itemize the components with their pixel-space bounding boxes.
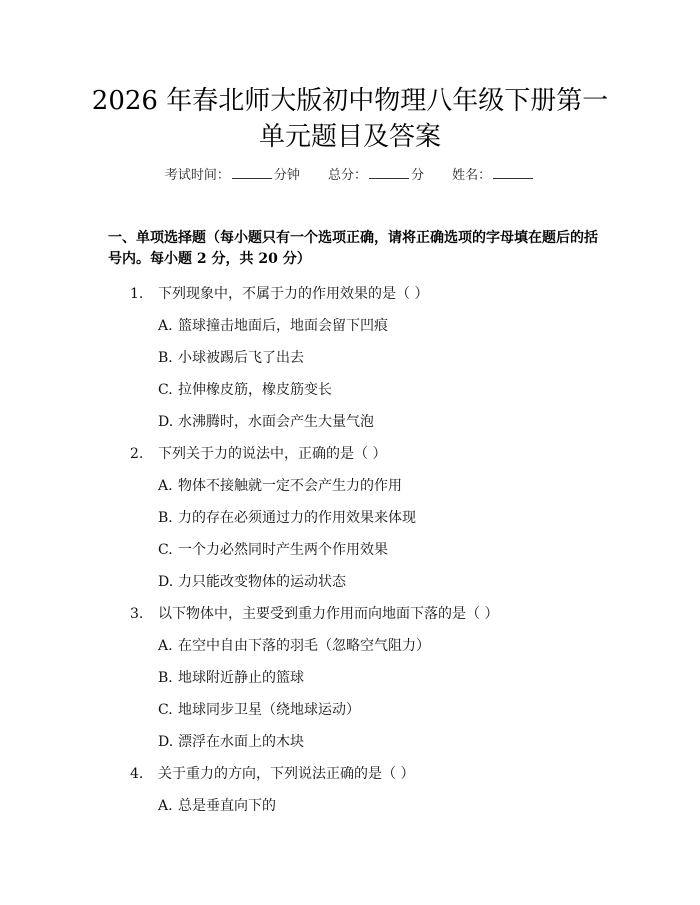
option-text: 物体不接触就一定不会产生力的作用 [178, 478, 402, 494]
exam-time-blank [232, 166, 272, 179]
total-score-unit: 分 [411, 168, 425, 183]
option-letter: B. [158, 350, 173, 366]
student-name-blank [493, 166, 533, 179]
option-text: 拉伸橡皮筋，橡皮筋变长 [178, 382, 332, 398]
option-letter: D. [158, 574, 174, 590]
option-text: 在空中自由下落的羽毛（忽略空气阻力） [178, 638, 430, 654]
option-text: 一个力必然同时产生两个作用效果 [178, 542, 388, 558]
option-text: 总是垂直向下的 [178, 798, 276, 814]
question-stem: 关于重力的方向，下列说法正确的是（ ） [158, 766, 415, 782]
question-stem: 下列关于力的说法中，正确的是（ ） [158, 446, 387, 462]
option-letter: D. [158, 414, 174, 430]
option-letter: A. [158, 478, 173, 494]
exam-info-line [0, 166, 700, 186]
question-stem: 下列现象中，不属于力的作用效果的是（ ） [158, 286, 429, 302]
option-letter: B. [158, 510, 173, 526]
question-stem: 以下物体中，主要受到重力作用而向地面下落的是（ ） [158, 606, 499, 622]
page-title-line-1: 2026 年春北师大版初中物理八年级下册第一 [91, 86, 609, 116]
total-score-blank [369, 166, 409, 179]
option-text: 地球同步卫星（绕地球运动） [178, 702, 360, 718]
option-letter: C. [158, 542, 173, 558]
option-letter: A. [158, 638, 173, 654]
option-letter: A. [158, 318, 173, 334]
option-text: 力的存在必须通过力的作用效果来体现 [178, 510, 416, 526]
question-number: 4. [130, 766, 144, 782]
option-text: 水沸腾时，水面会产生大量气泡 [178, 414, 374, 430]
exam-time-field [165, 166, 300, 186]
option-text: 力只能改变物体的运动状态 [178, 574, 346, 590]
option-text: 地球附近静止的篮球 [178, 670, 304, 686]
question-number: 3. [130, 606, 144, 622]
page-title-line-2: 单元题目及答案 [258, 122, 441, 152]
option-letter: C. [158, 702, 173, 718]
section-1-heading: 一、单项选择题（每小题只有一个选项正确，请将正确选项的字母填在题后的括号内。每小题 2 分，共 20 分） [108, 230, 598, 267]
exam-time-label: 考试时间： [164, 168, 230, 183]
total-score-field [328, 166, 424, 186]
exam-time-unit: 分钟 [273, 168, 300, 183]
option-text: 漂浮在水面上的木块 [178, 734, 304, 750]
option-letter: B. [158, 670, 173, 686]
total-score-label: 总分： [327, 168, 367, 183]
option-letter: C. [158, 382, 173, 398]
option-letter: A. [158, 798, 173, 814]
option-text: 篮球撞击地面后，地面会留下凹痕 [178, 318, 388, 334]
student-name-label: 姓名： [452, 168, 492, 183]
question-number: 2. [130, 446, 144, 462]
option-letter: D. [158, 734, 174, 750]
option-text: 小球被踢后飞了出去 [178, 350, 304, 366]
student-name-field [452, 166, 535, 186]
question-number: 1. [130, 286, 144, 302]
